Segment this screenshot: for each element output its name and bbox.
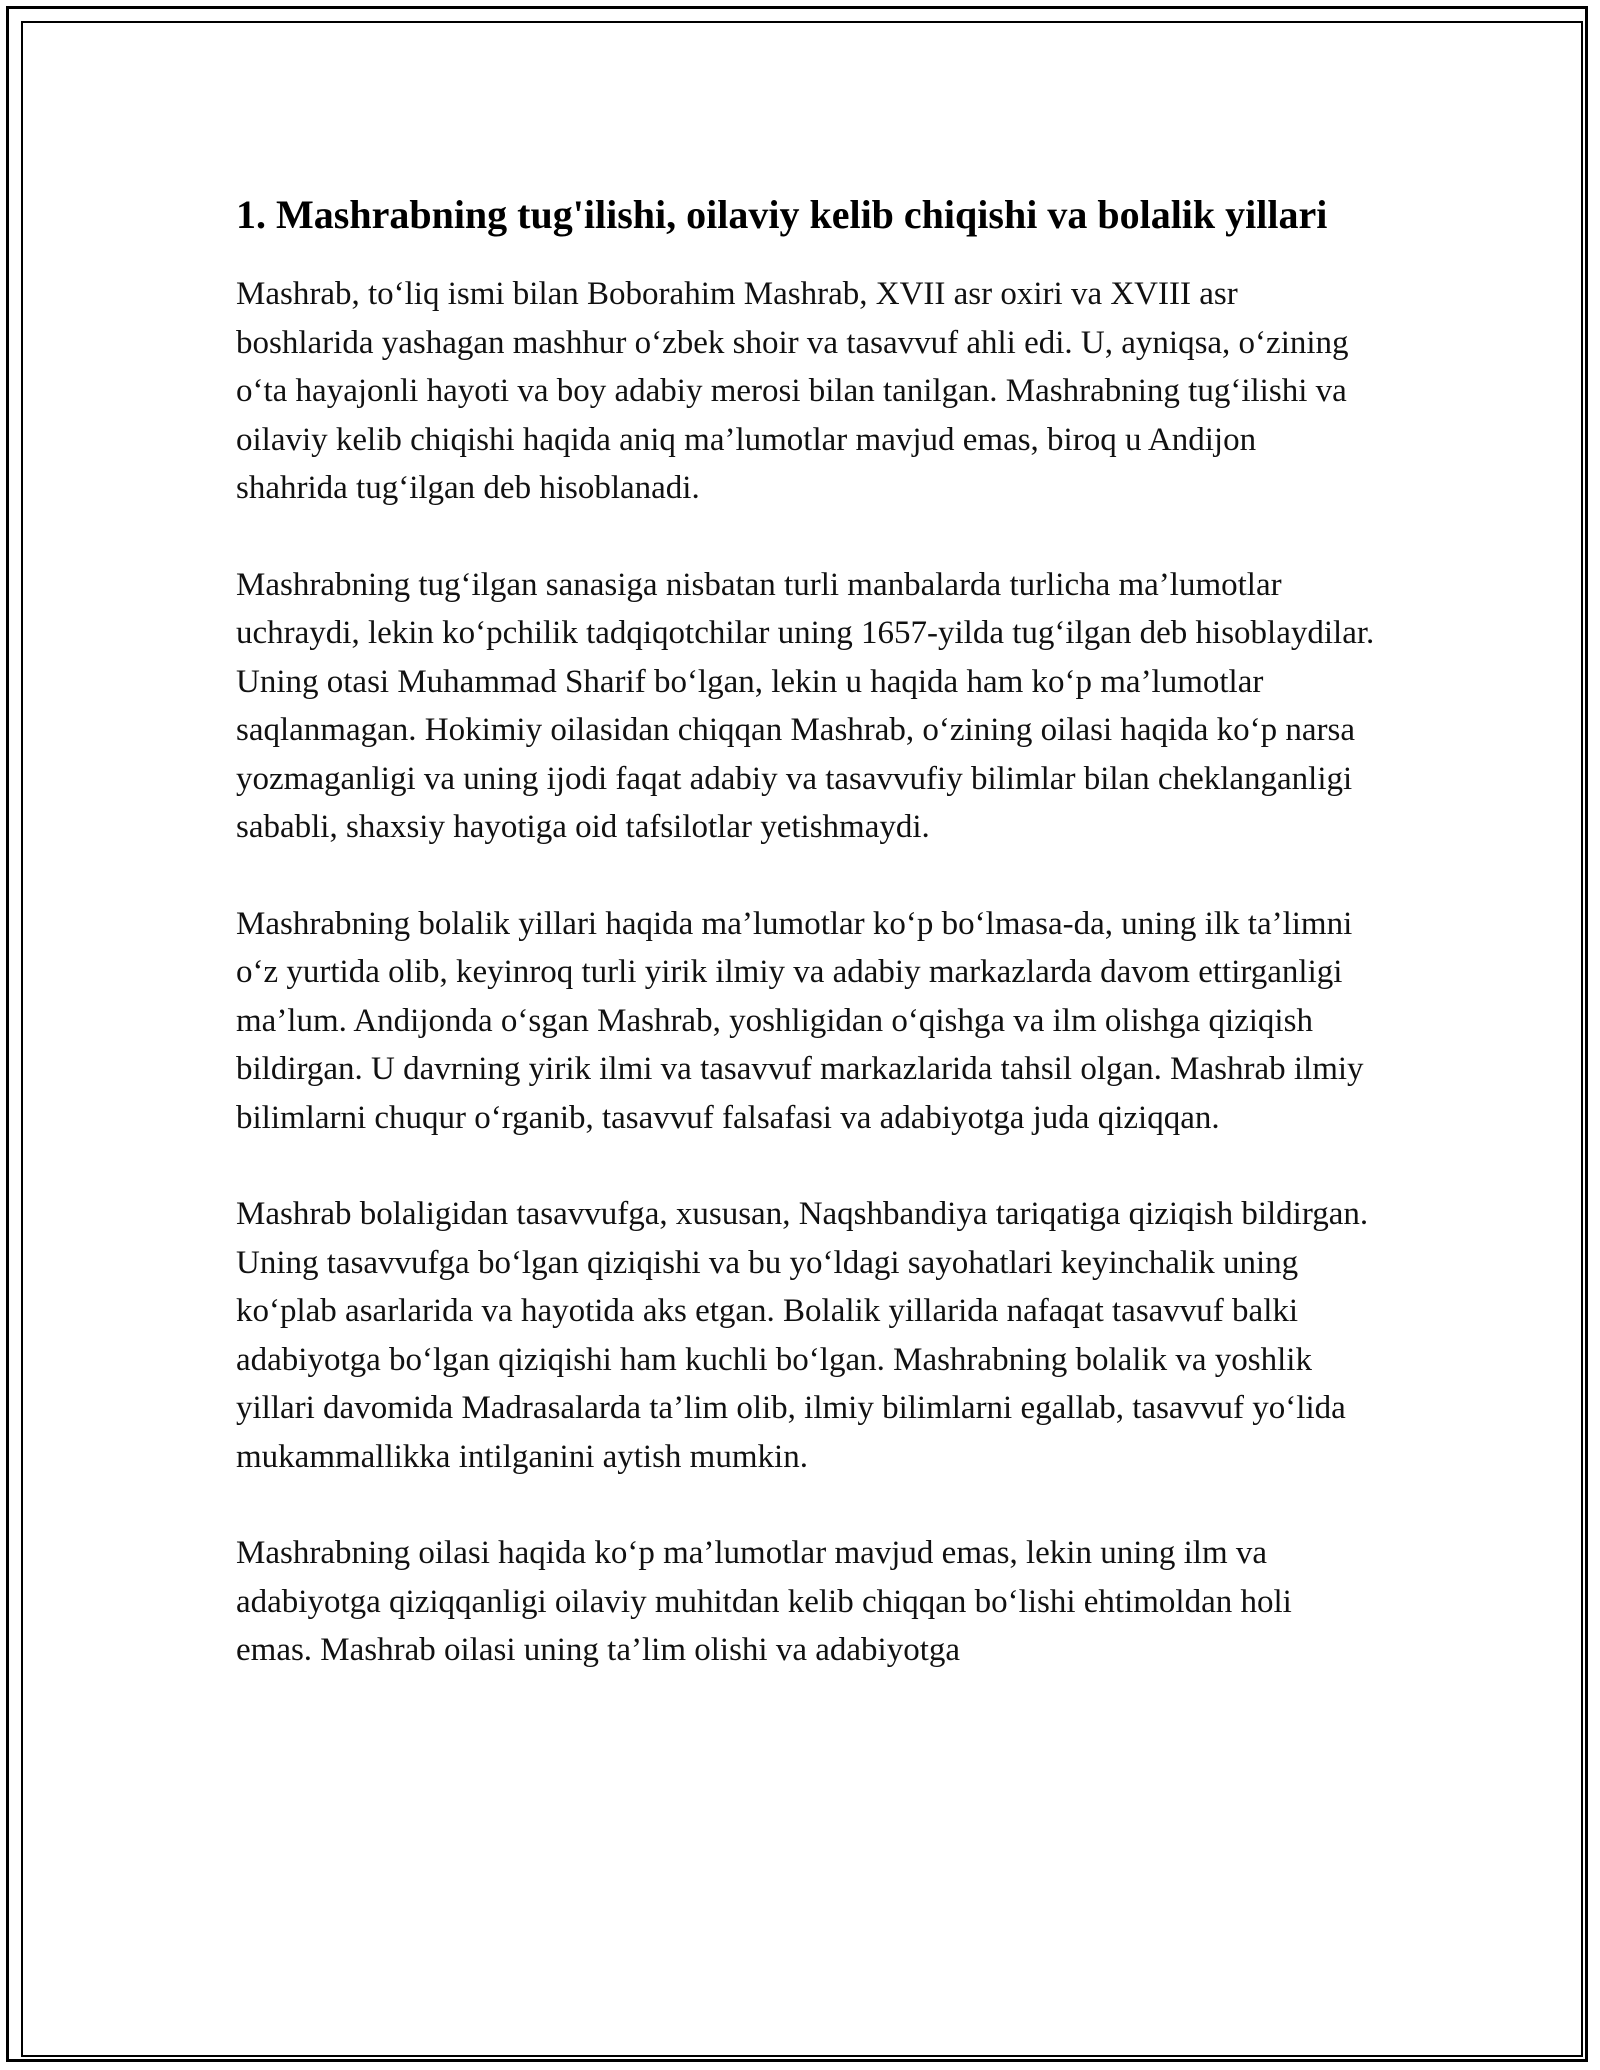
paragraph-1: Mashrab, to‘liq ismi bilan Boborahim Mashrab, XVII asr oxiri va XVIII asr boshlarida yashagan mashhur o‘zbek shoir va tasavvuf ahli edi. U, ayniqsa, o‘zining o‘ta hayajonli hayoti va boy adabiy merosi bilan tanilgan. Mashrabning tug‘ilishi va oilaviy kelib chiqishi haqida aniq ma’lumotlar mavjud emas, biroq u Andijon shahrida tug‘ilgan deb hisoblanadi. xyxy=(236,276,1349,506)
paragraph-4: Mashrab bolaligidan tasavvufga, xususan, Naqshbandiya tariqatiga qiziqish bildirgan. Uning tasavvufga bo‘lgan qiziqishi va bu yo‘ldagi sayohatlari keyinchalik uning ko‘plab asarlarida va hayotida aks etgan. Bolalik yillarida nafaqat tasavvuf balki adabiyotga bo‘lgan qiziqishi ham kuchli bo‘lgan. Mashrabning bolalik va yoshlik yillari davomida Madrasalarda ta’lim olib, ilmiy bilimlarni egallab, tasavvuf yo‘lida mukammallikka intilganini aytish mumkin. xyxy=(236,1196,1369,1475)
paragraph-2: Mashrabning tug‘ilgan sanasiga nisbatan turli manbalarda turlicha ma’lumotlar uchraydi, lekin ko‘pchilik tadqiqotchilar uning 1657-yilda tug‘ilgan deb hisoblaydilar. Uning otasi Muhammad Sharif bo‘lgan, lekin u haqida ham ko‘p ma’lumotlar saqlanmagan. Hokimiy oilasidan chiqqan Mashrab, o‘zining oilasi haqida ko‘p narsa yozmaganligi va uning ijodi faqat adabiy va tasavvufiy bilimlar bilan cheklanganligi sababli, shaxsiy hayotiga oid tafsilotlar yetishmaydi. xyxy=(236,566,1375,845)
document-body xyxy=(236,188,1376,1723)
paragraph-3: Mashrabning bolalik yillari haqida ma’lumotlar ko‘p bo‘lmasa-da, uning ilk ta’limni o‘z yurtida olib, keyinroq turli yirik ilmiy va adabiy markazlarda davom ettirganligi ma’lum. Andijonda o‘sgan Mashrab, yoshligidan o‘qishga va ilm olishga qiziqish bildirgan. U davrning yirik ilmi va tasavvuf markazlarida tahsil olgan. Mashrab ilmiy bilimlarni chuqur o‘rganib, tasavvuf falsafasi va adabiyotga juda qiziqqan. xyxy=(236,905,1364,1136)
paragraph-5: Mashrabning oilasi haqida ko‘p ma’lumotlar mavjud emas, lekin uning ilm va adabiyotga qiziqqanligi oilaviy muhitdan kelib chiqqan bo‘lishi ehtimoldan holi emas. Mashrab oilasi uning ta’lim olishi va adabiyotga xyxy=(236,1535,1292,1668)
section-heading: 1. Mashrabning tug'ilishi, oilaviy kelib chiqishi va bolalik yillari xyxy=(236,192,1328,237)
